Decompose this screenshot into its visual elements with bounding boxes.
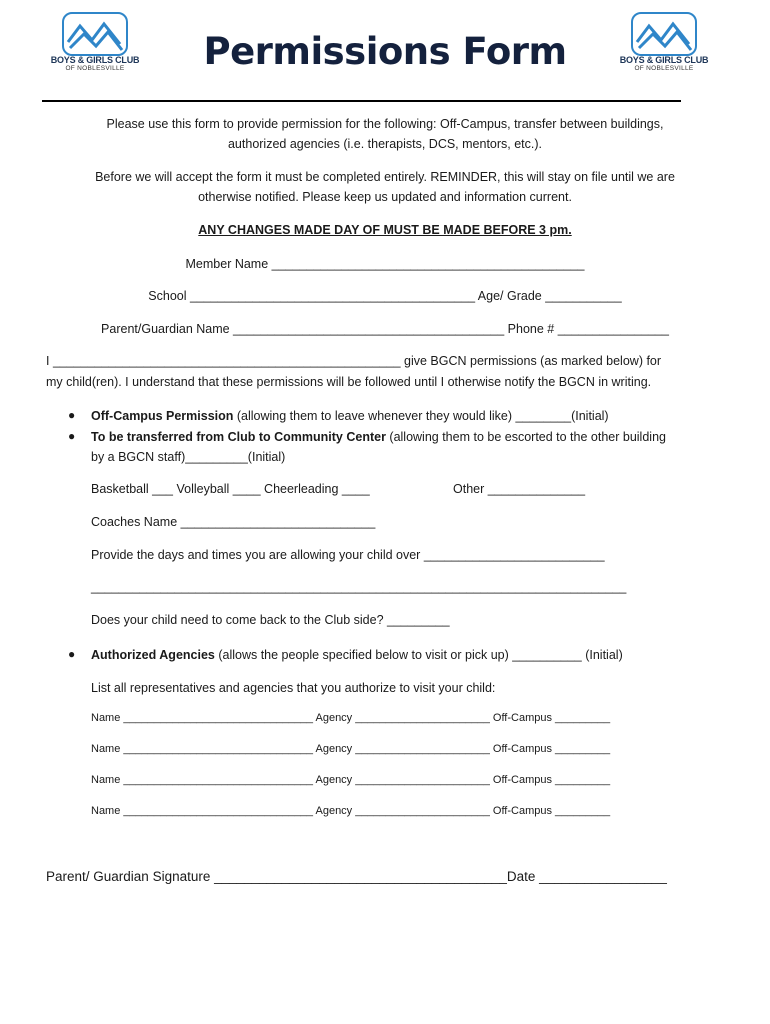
days-times-field[interactable]: Provide the days and times you are allowing your child over __________________________ [91, 548, 605, 562]
representative-row[interactable]: Name _______________________________ Agency ______________________ Off-Campus _________ [91, 805, 611, 817]
intro-line-4: otherwise notified. Please keep us updated and information current. [198, 190, 572, 204]
return-question-field[interactable]: Does your child need to come back to the Club side? _________ [91, 613, 450, 627]
agencies-label: Authorized Agencies [91, 648, 215, 662]
transfer-permission[interactable] [91, 430, 666, 444]
school-age-field[interactable]: School _________________________________________ Age/ Grade ___________ [148, 289, 622, 303]
intro-line-2: authorized agencies (i.e. therapists, DCS, mentors, etc.). [227, 137, 543, 151]
permission-name-field[interactable]: I __________________________________________________ give BGCN permissions (as marked below) for [46, 354, 662, 368]
intro-line-3: Before we will accept the form it must be completed entirely. REMINDER, this will stay on file until we are [95, 170, 675, 184]
coaches-name-field[interactable]: Coaches Name ____________________________ [91, 515, 376, 529]
parent-phone-field[interactable]: Parent/Guardian Name _______________________________________ Phone # ________________ [101, 322, 669, 336]
logo-name: BOYS & GIRLS CLUB [619, 55, 709, 65]
authorized-agencies-permission[interactable] [91, 648, 623, 662]
other-activity-field[interactable]: Other ______________ [453, 482, 586, 496]
agencies-initial: (allows the people specified below to visit or pick up) __________ (Initial) [214, 648, 623, 662]
off-campus-initial: (allowing them to leave whenever they would like) ________(Initial) [233, 409, 609, 423]
off-campus-label: Off-Campus Permission [91, 409, 234, 423]
bullet-icon: ● [68, 429, 76, 443]
logo-sub: OF NOBLESVILLE [65, 65, 125, 72]
page-title: Permissions Form [203, 30, 567, 73]
transfer-label: To be transferred from Club to Community Center [91, 430, 386, 444]
member-name-field[interactable]: Member Name _____________________________________________ [185, 257, 585, 271]
representative-row[interactable]: Name _______________________________ Agency ______________________ Off-Campus _________ [91, 712, 611, 724]
permission-statement: my child(ren). I understand that these permissions will be followed until I otherwise notify the BGCN in writing. [46, 375, 652, 389]
logo-sub: OF NOBLESVILLE [634, 65, 694, 72]
bullet-icon: ● [68, 408, 76, 422]
days-times-line[interactable]: _____________________________________________________________________________ [91, 580, 627, 594]
transfer-description: (allowing them to be escorted to the other building [385, 430, 666, 444]
bullet-icon: ● [68, 647, 76, 661]
representative-row[interactable]: Name _______________________________ Agency ______________________ Off-Campus _________ [91, 774, 611, 786]
logo-name: BOYS & GIRLS CLUB [50, 55, 140, 65]
representative-row[interactable]: Name _______________________________ Agency ______________________ Off-Campus _________ [91, 743, 611, 755]
activities-field[interactable]: Basketball ___ Volleyball ____ Cheerleading ____ [91, 482, 370, 496]
transfer-initial[interactable]: by a BGCN staff)_________(Initial) [91, 450, 286, 464]
title-divider [42, 100, 681, 102]
representatives-instructions: List all representatives and agencies that you authorize to visit your child: [91, 681, 496, 695]
deadline-notice: ANY CHANGES MADE DAY OF MUST BE MADE BEFORE 3 pm. [198, 223, 572, 237]
off-campus-permission[interactable] [91, 409, 609, 423]
intro-line-1: Please use this form to provide permission for the following: Off-Campus, transfer between buildings, [106, 117, 664, 131]
signature-date-field[interactable]: Parent/ Guardian Signature _______________________________________Date _________________ [46, 869, 667, 884]
